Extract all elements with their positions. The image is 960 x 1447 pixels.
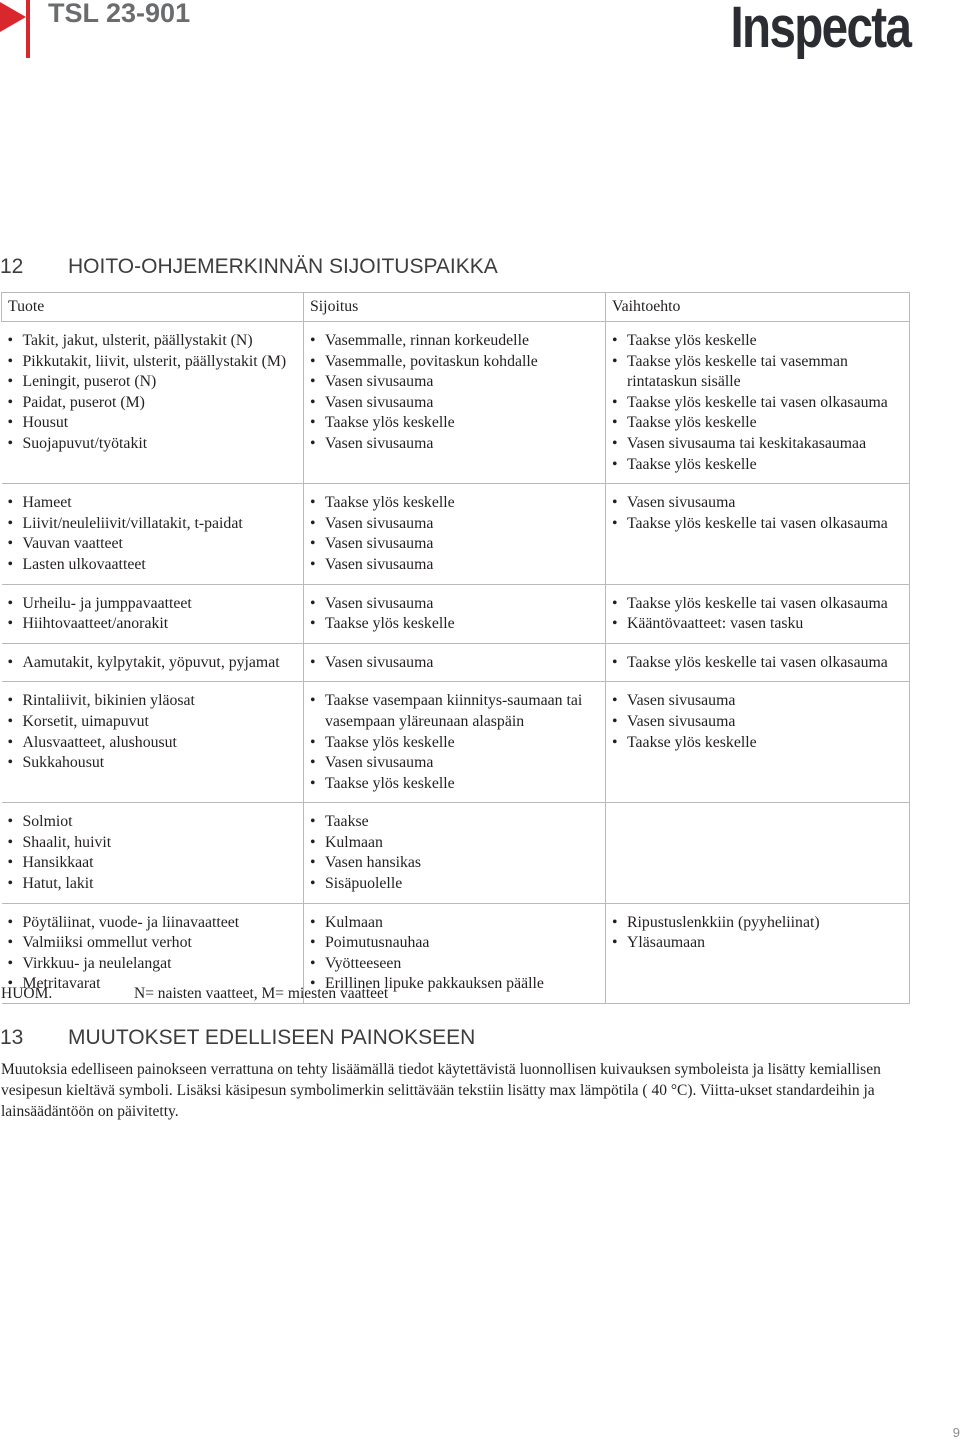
- cell-vaihtoehto: [606, 803, 910, 903]
- section-number: 12: [0, 255, 24, 278]
- vaihtoehto-list: [612, 913, 903, 954]
- list-item: • Vasen sivusauma: [310, 753, 599, 774]
- list-item: • Hansikkaat: [8, 853, 298, 874]
- list-item: • Vasen sivusauma tai keskitakasaumaa: [612, 434, 903, 455]
- tuote-list: [8, 913, 298, 995]
- list-item: • Taakse ylös keskelle: [612, 331, 903, 352]
- list-item: • Taakse ylös keskelle: [310, 493, 599, 514]
- table-header-row: [2, 293, 910, 322]
- cell-sijoitus: [304, 584, 606, 643]
- sijoitus-list: [310, 812, 599, 894]
- list-item: • Kulmaan: [310, 833, 599, 854]
- sijoitus-list: [310, 691, 599, 794]
- list-item: • Taakse: [310, 812, 599, 833]
- cell-tuote: [2, 803, 304, 903]
- list-item: • Taakse vasempaan kiinnitys-saumaan tai vasempaan yläreunaan alaspäin: [310, 691, 599, 732]
- list-item: • Vasen sivusauma: [310, 393, 599, 414]
- cell-vaihtoehto: [606, 643, 910, 682]
- document-code: TSL 23-901: [48, 0, 191, 28]
- column-header-sijoitus: Sijoitus: [304, 293, 606, 322]
- list-item: • Erillinen lipuke pakkauksen päälle: [310, 974, 599, 995]
- table-row: [2, 484, 910, 584]
- section-12-heading: [0, 255, 498, 279]
- list-item: • Housut: [8, 413, 298, 434]
- vaihtoehto-list: [612, 653, 903, 674]
- list-item: • Taakse ylös keskelle: [612, 413, 903, 434]
- list-item: • Liivit/neuleliivit/villatakit, t-paidat: [8, 514, 298, 535]
- list-item: • Vasen sivusauma: [310, 534, 599, 555]
- list-item: • Taakse ylös keskelle: [310, 413, 599, 434]
- cell-tuote: [2, 322, 304, 484]
- section-title: HOITO-OHJEMERKINNÄN SIJOITUSPAIKKA: [68, 255, 498, 278]
- list-item: • Alusvaatteet, alushousut: [8, 733, 298, 754]
- list-item: • Vasen sivusauma: [612, 712, 903, 733]
- section-13-heading: [0, 1026, 475, 1050]
- sijoitus-list: [310, 331, 599, 455]
- section-number: 13: [0, 1026, 24, 1049]
- list-item: • Vasen sivusauma: [310, 434, 599, 455]
- cell-vaihtoehto: [606, 682, 910, 803]
- list-item: • Takit, jakut, ulsterit, päällystakit (N): [8, 331, 298, 352]
- list-item: • Sukkahousut: [8, 753, 298, 774]
- list-item: • Taakse ylös keskelle tai vasemman rintataskun sisälle: [612, 352, 903, 393]
- list-item: • Hameet: [8, 493, 298, 514]
- list-item: • Pöytäliinat, vuode- ja liinavaatteet: [8, 913, 298, 934]
- list-item: • Hiihtovaatteet/anorakit: [8, 614, 298, 635]
- list-item: • Vasen sivusauma: [612, 691, 903, 712]
- list-item: • Pikkutakit, liivit, ulsterit, päällystakit (M): [8, 352, 298, 373]
- tuote-list: [8, 493, 298, 575]
- section-title: MUUTOKSET EDELLISEEN PAINOKSEEN: [68, 1026, 476, 1049]
- list-item: • Valmiiksi ommellut verhot: [8, 933, 298, 954]
- list-item: • Vasen sivusauma: [310, 555, 599, 576]
- page-number: 9: [952, 1425, 960, 1440]
- vaihtoehto-list: [612, 594, 903, 635]
- list-item: • Vasemmalle, rinnan korkeudelle: [310, 331, 599, 352]
- cell-tuote: [2, 682, 304, 803]
- table-row: [2, 803, 910, 903]
- list-item: • Metritavarat: [8, 974, 298, 995]
- column-header-vaihtoehto: Vaihtoehto: [606, 293, 910, 322]
- note: [1, 985, 388, 1003]
- list-item: • Vasen sivusauma: [310, 594, 599, 615]
- cell-vaihtoehto: [606, 903, 910, 1003]
- cell-sijoitus: [304, 643, 606, 682]
- list-item: • Yläsaumaan: [612, 933, 903, 954]
- table-row: [2, 643, 910, 682]
- list-item: • Taakse ylös keskelle: [310, 733, 599, 754]
- vaihtoehto-list: [612, 691, 903, 753]
- list-item: • Taakse ylös keskelle: [612, 733, 903, 754]
- list-item: • Taakse ylös keskelle tai vasen olkasauma: [612, 594, 903, 615]
- cell-sijoitus: [304, 322, 606, 484]
- list-item: • Korsetit, uimapuvut: [8, 712, 298, 733]
- list-item: • Suojapuvut/työtakit: [8, 434, 298, 455]
- list-item: • Taakse ylös keskelle: [310, 774, 599, 795]
- table-row: [2, 682, 910, 803]
- list-item: • Solmiot: [8, 812, 298, 833]
- tuote-list: [8, 812, 298, 894]
- list-item: • Vasemmalle, povitaskun kohdalle: [310, 352, 599, 373]
- list-item: • Vauvan vaatteet: [8, 534, 298, 555]
- cell-vaihtoehto: [606, 484, 910, 584]
- list-item: • Taakse ylös keskelle: [310, 614, 599, 635]
- cell-tuote: [2, 584, 304, 643]
- tuote-list: [8, 691, 298, 773]
- sijoitus-list: [310, 594, 599, 635]
- inspecta-logo: Inspecta: [730, 0, 910, 60]
- tuote-list: [8, 331, 298, 455]
- vaihtoehto-list: [612, 493, 903, 534]
- table-row: [2, 584, 910, 643]
- list-item: • Kääntövaatteet: vasen tasku: [612, 614, 903, 635]
- cell-sijoitus: [304, 803, 606, 903]
- cell-tuote: [2, 643, 304, 682]
- list-item: • Lasten ulkovaatteet: [8, 555, 298, 576]
- tuote-list: [8, 653, 298, 674]
- list-item: • Taakse ylös keskelle: [612, 455, 903, 476]
- cell-vaihtoehto: [606, 322, 910, 484]
- list-item: • Taakse ylös keskelle tai vasen olkasauma: [612, 393, 903, 414]
- list-item: • Virkkuu- ja neulelangat: [8, 954, 298, 975]
- list-item: • Vasen sivusauma: [310, 653, 599, 674]
- list-item: • Poimutusnauhaa: [310, 933, 599, 954]
- list-item: • Paidat, puserot (M): [8, 393, 298, 414]
- list-item: • Vyötteeseen: [310, 954, 599, 975]
- list-item: • Hatut, lakit: [8, 874, 298, 895]
- vaihtoehto-list: [612, 331, 903, 475]
- sijoitus-list: [310, 493, 599, 575]
- list-item: • Leningit, puserot (N): [8, 372, 298, 393]
- care-label-placement-table: [1, 292, 910, 1004]
- list-item: • Vasen sivusauma: [310, 372, 599, 393]
- tuote-list: [8, 594, 298, 635]
- column-header-tuote: Tuote: [2, 293, 304, 322]
- list-item: • Ripustuslenkkiin (pyyheliinat): [612, 913, 903, 934]
- sijoitus-list: [310, 653, 599, 674]
- list-item: • Sisäpuolelle: [310, 874, 599, 895]
- list-item: • Vasen hansikas: [310, 853, 599, 874]
- inspecta-flag-icon: [0, 0, 34, 58]
- cell-sijoitus: [304, 484, 606, 584]
- list-item: • Urheilu- ja jumppavaatteet: [8, 594, 298, 615]
- cell-tuote: [2, 484, 304, 584]
- cell-vaihtoehto: [606, 584, 910, 643]
- list-item: • Rintaliivit, bikinien yläosat: [8, 691, 298, 712]
- note-label: HUOM.: [1, 985, 53, 1002]
- note-text: N= naisten vaatteet, M= miesten vaatteet: [134, 985, 389, 1002]
- cell-sijoitus: [304, 682, 606, 803]
- list-item: • Aamutakit, kylpytakit, yöpuvut, pyjamat: [8, 653, 298, 674]
- section-13-paragraph: Muutoksia edelliseen painokseen verrattuna on tehty lisäämällä tiedot käytettävistä luonnollisen kuivauksen symboleista ja lisätty kemiallisen vesipesun kieltävä symboli. Lisäksi käsipesun symbolimerkin selittävään tekstiin lisätty max lämpötila ( 40 °C). Viitta-ukset standardeihin ja lainsäädäntöön on päivitetty.: [1, 1061, 881, 1120]
- list-item: • Shaalit, huivit: [8, 833, 298, 854]
- list-item: • Taakse ylös keskelle tai vasen olkasauma: [612, 653, 903, 674]
- list-item: • Vasen sivusauma: [612, 493, 903, 514]
- list-item: • Kulmaan: [310, 913, 599, 934]
- list-item: • Vasen sivusauma: [310, 514, 599, 535]
- sijoitus-list: [310, 913, 599, 995]
- list-item: • Taakse ylös keskelle tai vasen olkasauma: [612, 514, 903, 535]
- table-row: [2, 322, 910, 484]
